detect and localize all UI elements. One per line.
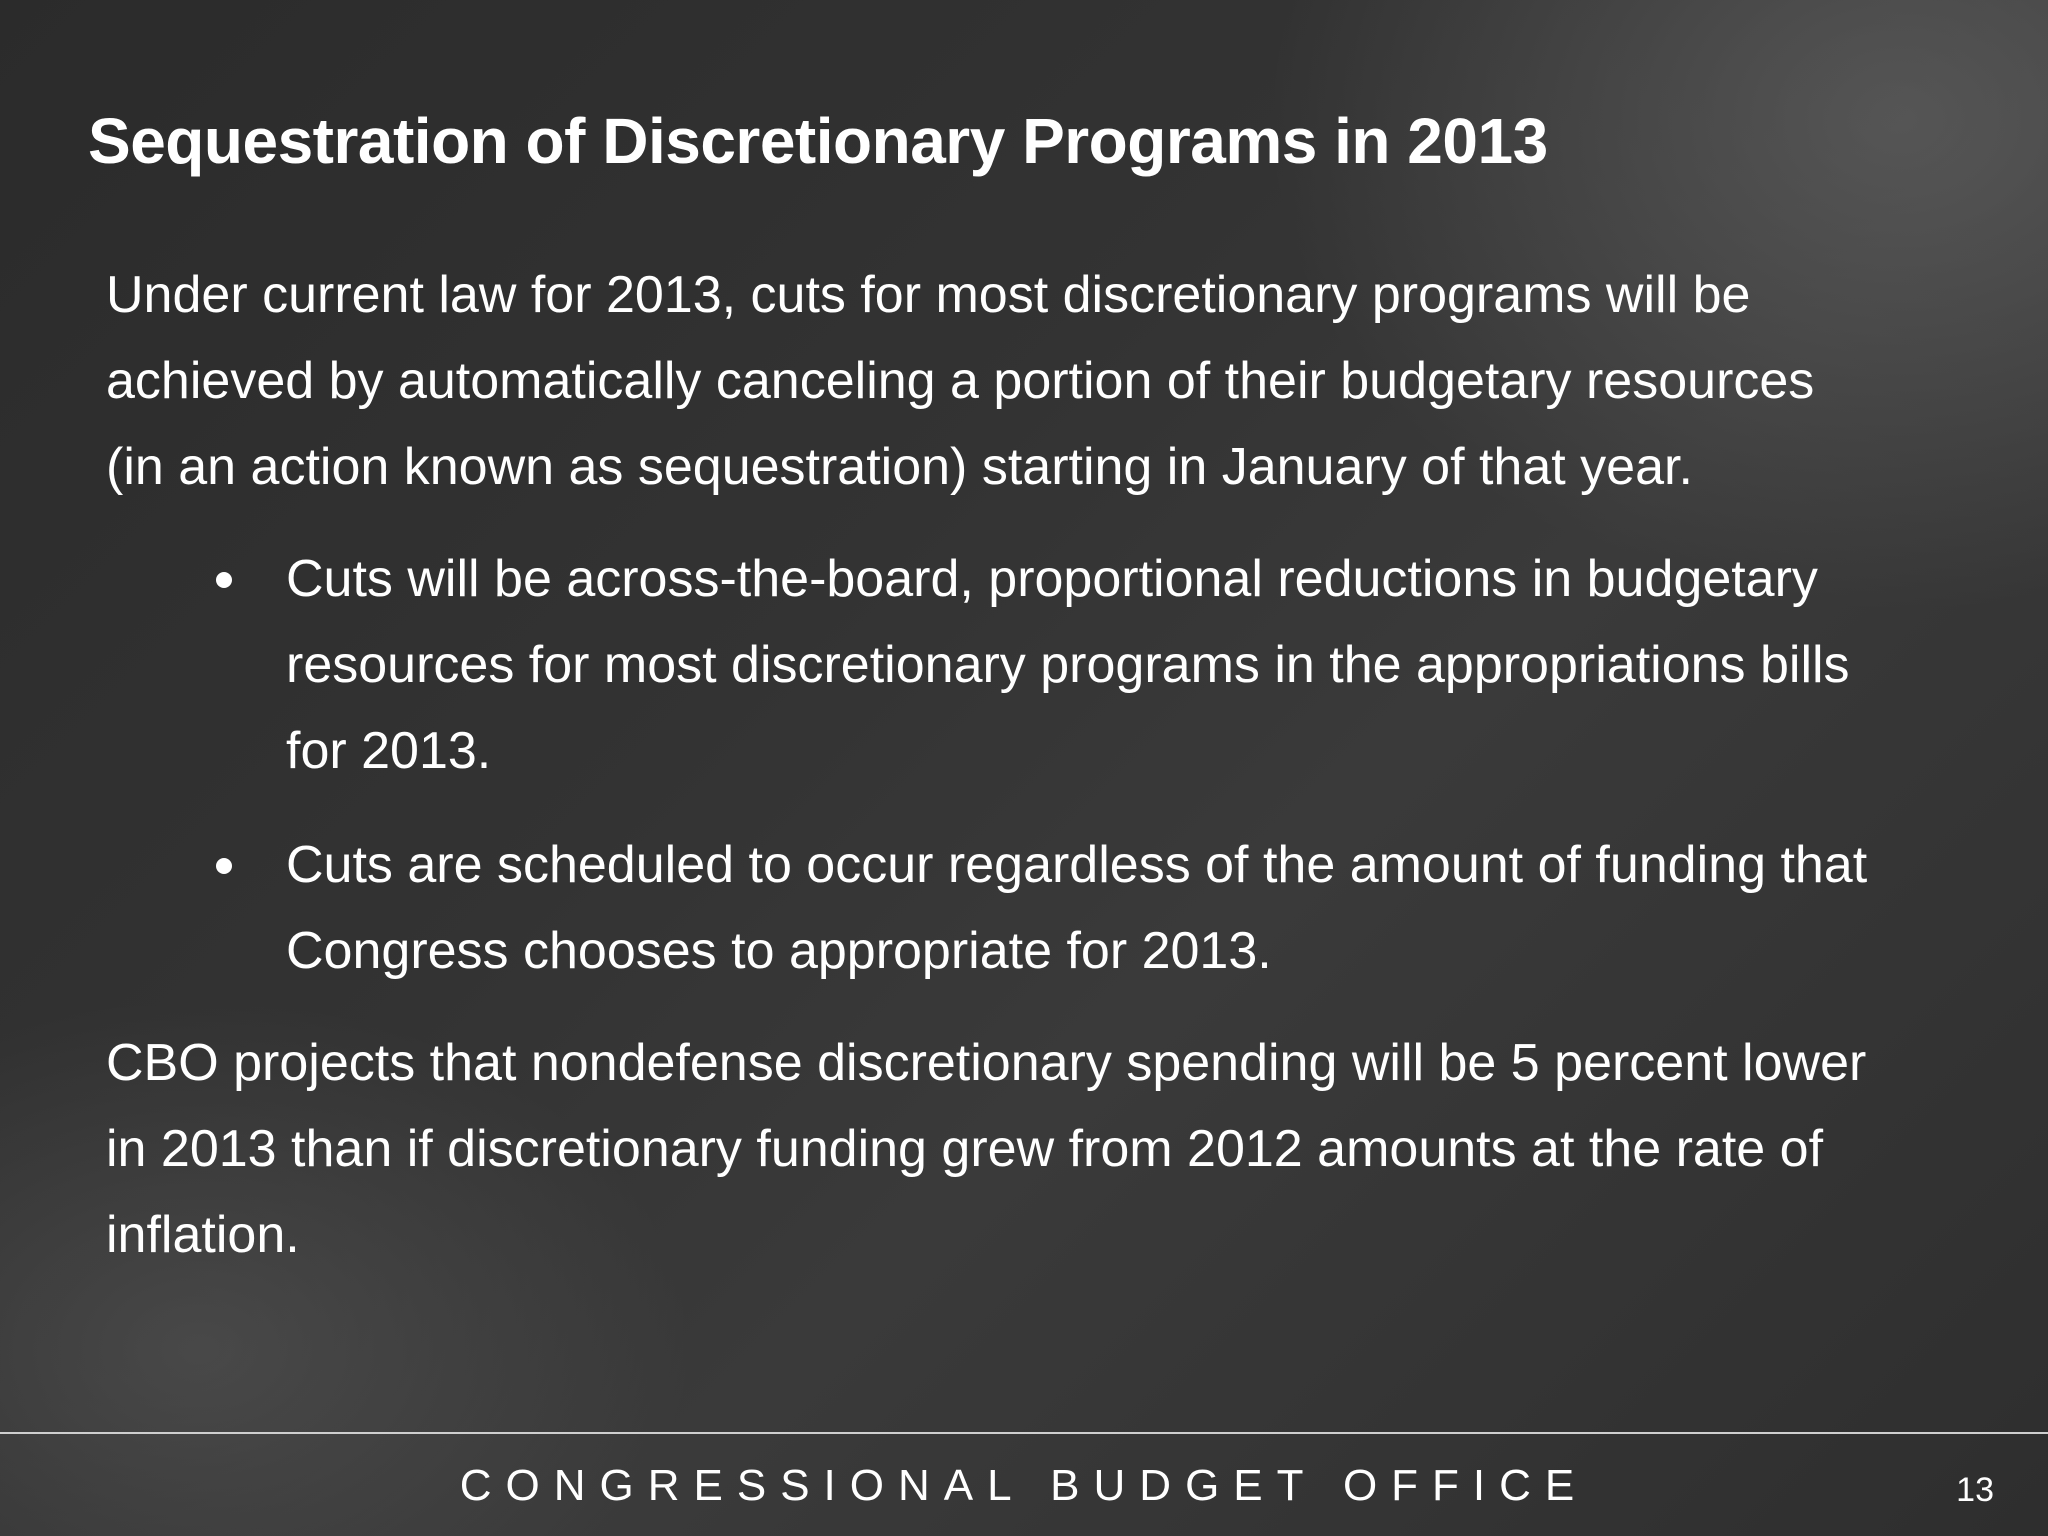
footer-organization: CONGRESSIONAL BUDGET OFFICE [459, 1461, 1589, 1510]
bullet-item [106, 822, 1916, 994]
bullet-list [106, 536, 1966, 994]
intro-paragraph: Under current law for 2013, cuts for most discretionary programs will be achieved by automatically canceling a portion of their budgetary resources (in an action known as sequestration) starting in January of that year. [106, 266, 1815, 496]
bullet-dot-icon [216, 572, 232, 588]
bullet-text: Cuts are scheduled to occur regardless of the amount of funding that Congress chooses to appropriate for 2013. [286, 836, 1868, 980]
bullet-text: Cuts will be across-the-board, proportional reductions in budgetary resources for most discretionary programs in the appropriations bills for 2013. [286, 550, 1850, 780]
footer-divider [0, 1432, 2048, 1434]
bullet-dot-icon [216, 858, 232, 874]
slide-title: Sequestration of Discretionary Programs in 2013 [88, 104, 1548, 177]
page-number: 13 [1956, 1471, 1994, 1509]
bullet-item [106, 536, 1916, 794]
slide-body [106, 252, 1966, 1278]
conclusion-paragraph: CBO projects that nondefense discretionary spending will be 5 percent lower in 2013 than if discretionary funding grew from 2012 amounts at the rate of inflation. [106, 1034, 1867, 1264]
